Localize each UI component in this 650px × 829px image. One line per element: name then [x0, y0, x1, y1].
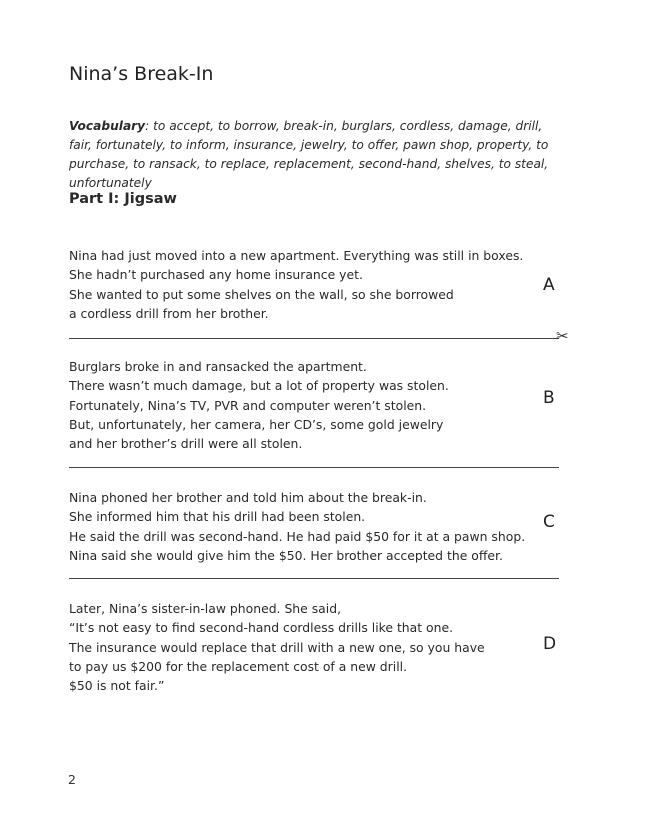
vocabulary-label: Vocabulary — [69, 119, 146, 133]
section-a — [69, 246, 549, 323]
section-b-line: Burglars broke in and ransacked the apartment. — [69, 359, 367, 374]
section-c-line: Nina phoned her brother and told him about the break-in. — [69, 490, 427, 505]
vocabulary-list — [69, 117, 569, 193]
section-b-letter: B — [543, 388, 555, 408]
section-a-line: a cordless drill from her brother. — [69, 305, 269, 321]
section-d-line: The insurance would replace that drill with a new one, so you have — [69, 639, 485, 655]
section-d-line: “It’s not easy to find second-hand cordless drills like that one. — [69, 620, 454, 636]
scissors-icon: ✂ — [556, 327, 569, 345]
part-heading: Part I: Jigsaw — [69, 191, 177, 207]
section-a-line: She hadn’t purchased any home insurance yet. — [69, 267, 363, 283]
section-a-line: Nina had just moved into a new apartment. Everything was still in boxes. — [69, 248, 524, 263]
section-c-line: She informed him that his drill had been stolen. — [69, 509, 366, 525]
section-c-line: He said the drill was second-hand. He had paid $50 for it at a pawn shop. — [69, 528, 526, 544]
cut-line — [69, 338, 559, 339]
section-divider — [69, 467, 559, 468]
section-d-line: $50 is not fair.” — [69, 678, 165, 694]
vocabulary-words: : to accept, to borrow, break-in, burglars, cordless, damage, drill, fair, fortunately, to inform, insurance, jewelry, to offer, pawn shop, property, to purchase, to ransack, to replace, replacement, second-hand, shelves, to steal, unfortunately — [69, 119, 549, 190]
section-b-line: But, unfortunately, her camera, her CD’s, some gold jewelry — [69, 416, 444, 432]
section-c-line: Nina said she would give him the $50. Her brother accepted the offer. — [69, 547, 503, 563]
section-c-letter: C — [543, 512, 555, 532]
section-d — [69, 599, 549, 695]
page-number: 2 — [68, 772, 76, 787]
section-d-letter: D — [543, 634, 557, 654]
section-c — [69, 488, 549, 565]
section-a-line: She wanted to put some shelves on the wall, so she borrowed — [69, 286, 454, 302]
section-b — [69, 357, 549, 453]
section-d-line: to pay us $200 for the replacement cost of a new drill. — [69, 658, 408, 674]
section-b-line: There wasn’t much damage, but a lot of property was stolen. — [69, 378, 449, 394]
section-d-line: Later, Nina’s sister-in-law phoned. She said, — [69, 601, 342, 616]
section-divider — [69, 578, 559, 579]
section-b-line: and her brother’s drill were all stolen. — [69, 436, 303, 452]
section-b-line: Fortunately, Nina’s TV, PVR and computer weren’t stolen. — [69, 397, 427, 413]
page-title: Nina’s Break-In — [69, 63, 214, 85]
section-a-letter: A — [543, 275, 555, 295]
